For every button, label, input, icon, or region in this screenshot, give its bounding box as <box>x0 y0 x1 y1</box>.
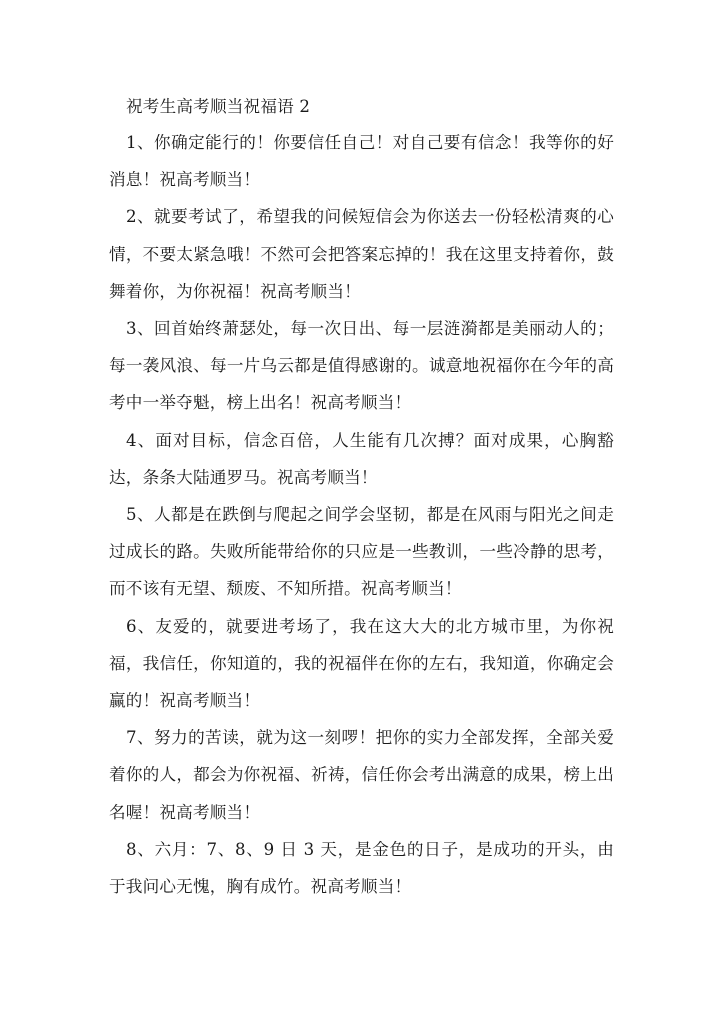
paragraph-7: 7、努力的苦读，就为这一刻啰！把你的实力全部发挥，全部关爱着你的人，都会为你祝福、祈祷，信任你会考出满意的成果，榜上出名喔！祝高考顺当！ <box>109 728 614 822</box>
paragraph-3: 3、回首始终萧瑟处，每一次日出、每一层涟漪都是美丽动人的；每一袭风浪、每一片乌云都是值得感谢的。诚意地祝福你在今年的高考中一举夺魁，榜上出名！祝高考顺当！ <box>109 319 614 413</box>
paragraph-2: 2、就要考试了，希望我的问候短信会为你送去一份轻松清爽的心情，不要太紧急哦！不然可会把答案忘掉的！我在这里支持着你，鼓舞着你，为你祝福！祝高考顺当！ <box>109 207 614 301</box>
paragraph-5: 5、人都是在跌倒与爬起之间学会坚韧，都是在风雨与阳光之间走过成长的路。失败所能带给你的只应是一些教训，一些冷静的思考，而不该有无望、颓废、不知所措。祝高考顺当！ <box>109 505 614 599</box>
paragraph-1: 1、你确定能行的！你要信任自己！对自己要有信念！我等你的好消息！祝高考顺当！ <box>109 133 614 190</box>
paragraph-4: 4、面对目标，信念百倍，人生能有几次搏？面对成果，心胸豁达，条条大陆通罗马。祝高考顺当！ <box>109 430 614 487</box>
document-body <box>109 90 614 905</box>
paragraph-8: 8、六月：7、8、9 日 3 天，是金色的日子，是成功的开头，由于我问心无愧，胸有成竹。祝高考顺当！ <box>109 839 614 897</box>
document-title: 祝考生高考顺当祝福语 2 <box>126 97 311 116</box>
paragraph-6: 6、友爱的，就要进考场了，我在这大大的北方城市里，为你祝福，我信任，你知道的，我的祝福伴在你的左右，我知道，你确定会赢的！祝高考顺当！ <box>109 616 614 711</box>
